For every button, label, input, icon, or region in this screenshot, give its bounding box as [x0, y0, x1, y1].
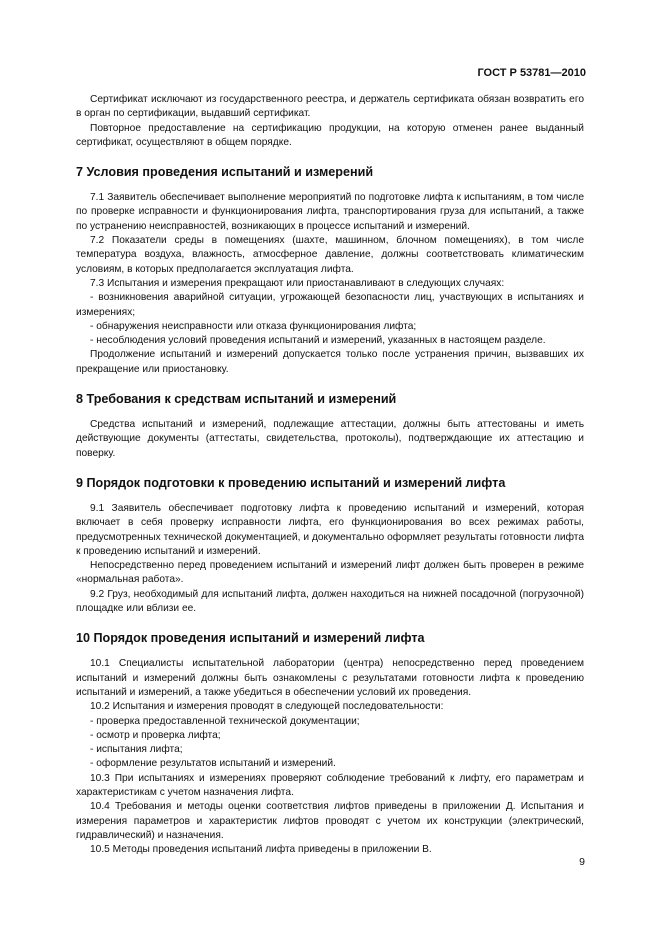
paragraph: Повторное предоставление на сертификацию продукции, на которую отменен ранее выданный сертификат, осуществляют в общем порядке.: [76, 122, 584, 148]
paragraph: Продолжение испытаний и измерений допускается только после устранения причин, вызвавших их прекращение или приостановку.: [76, 349, 584, 375]
list-item: - испытания лифта;: [90, 744, 183, 756]
section-8-heading: 8 Требования к средствам испытаний и измерений: [76, 392, 397, 407]
paragraph: Непосредственно перед проведением испытаний и измерений лифт должен быть проверен в режиме «нормальная работа».: [76, 560, 584, 586]
paragraph: 10.4 Требования и методы оценки соответствия лифтов приведены в приложении Д. Испытания и измерения параметров и характеристик лифтов проводят с учетом их конструкции (электрический, гидравлический) и назначения.: [76, 801, 584, 841]
paragraph: 7.3 Испытания и измерения прекращают или приостанавливают в следующих случаях:: [90, 277, 505, 289]
list-item: - проверка предоставленной технической документации;: [90, 715, 360, 727]
list-item: - обнаружения неисправности или отказа функционирования лифта;: [90, 320, 417, 332]
paragraph: 10.5 Методы проведения испытаний лифта приведены в приложении В.: [90, 844, 432, 856]
paragraph: 9.2 Груз, необходимый для испытаний лифта, должен находиться на нижней посадочной (погрузочной) площадке или вблизи ее.: [76, 588, 584, 615]
paragraph: 10.1 Специалисты испытательной лаборатории (центра) непосредственно перед проведением испытаний и измерений должны быть ознакомлены с результатами готовности лифта к проведению испытаний и измерений, а также убедиться в обеспечении условий их проведения.: [76, 658, 584, 698]
section-10-heading: 10 Порядок проведения испытаний и измерений лифта: [76, 631, 425, 646]
paragraph: 9.1 Заявитель обеспечивает подготовку лифта к проведению испытаний и измерений, которая включает в себя проверку исправности лифта, его функционирования во всех режимах работы, предусмотренных технической документацией, и документально оформляет результаты готовности лифта к проведению испытаний и измерений.: [76, 502, 584, 557]
list-item: - несоблюдения условий проведения испытаний и измерений, указанных в настоящем разделе.: [90, 335, 546, 347]
paragraph: 7.1 Заявитель обеспечивает выполнение мероприятий по подготовке лифта к испытаниям, в том числе по проверке исправности и функционирования лифта, транспортирования груза для испытаний, а также по устранению неисправностей, возникающих в процессе испытаний и измерений.: [76, 192, 584, 232]
paragraph: 10.2 Испытания и измерения проводят в следующей последовательности:: [90, 701, 444, 713]
section-7-heading: 7 Условия проведения испытаний и измерений: [76, 165, 374, 180]
list-item: - оформление результатов испытаний и измерений.: [90, 758, 336, 770]
list-item: - возникновения аварийной ситуации, угрожающей безопасности лиц, участвующих в испытаниях и измерениях;: [76, 292, 584, 318]
paragraph: Средства испытаний и измерений, подлежащие аттестации, должны быть аттестованы и иметь действующие документы (аттестаты, свидетельства, протоколы), подтверждающие их аттестацию и поверку.: [76, 419, 584, 459]
section-9-heading: 9 Порядок подготовки к проведению испытаний и измерений лифта: [76, 475, 506, 490]
document-body: [76, 93, 584, 857]
list-item: - осмотр и проверка лифта;: [90, 729, 221, 741]
paragraph: Сертификат исключают из государственного реестра, и держатель сертификата обязан возвратить его в орган по сертификации, выдавший сертификат.: [76, 94, 584, 120]
paragraph: 10.3 При испытаниях и измерениях проверяют соблюдение требований к лифту, его параметрам и характеристикам с учетом назначения лифта.: [76, 772, 584, 798]
document-code: ГОСТ Р 53781—2010: [477, 67, 586, 79]
paragraph: 7.2 Показатели среды в помещениях (шахте, машинном, блочном помещениях), в том числе температура воздуха, влажность, атмосферное давление, должны соответствовать климатическим условиям, в которых предполагается эксплуатация лифта.: [76, 235, 584, 275]
page-number: 9: [579, 856, 585, 868]
